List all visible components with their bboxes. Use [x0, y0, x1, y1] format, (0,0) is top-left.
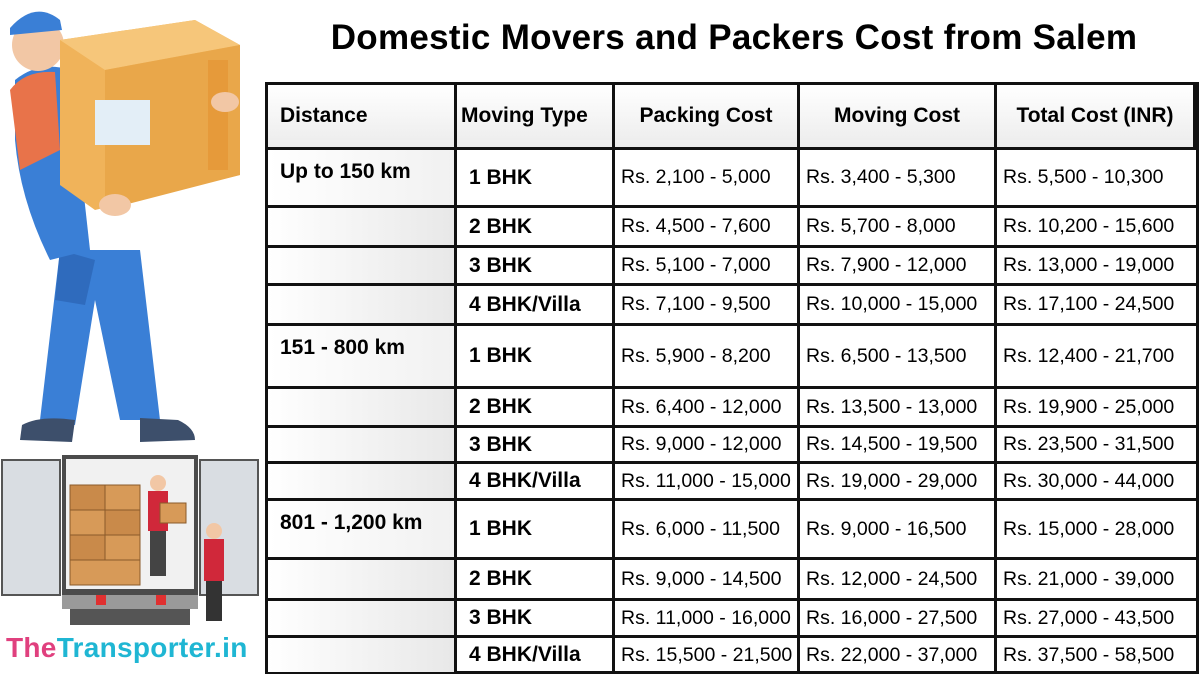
distance-cell [268, 428, 457, 464]
total-cost-cell: Rs. 17,100 - 24,500 [997, 286, 1196, 326]
moving-cost-cell: Rs. 16,000 - 27,500 [800, 601, 997, 638]
moving-cost-cell: Rs. 13,500 - 13,000 [800, 389, 997, 428]
cost-table [265, 82, 1199, 674]
distance-cell [268, 638, 457, 672]
moving-cost-cell: Rs. 12,000 - 24,500 [800, 560, 997, 601]
moving-cost-cell: Rs. 5,700 - 8,000 [800, 208, 997, 248]
packing-cost-cell: Rs. 6,400 - 12,000 [615, 389, 800, 428]
moving-cost-cell: Rs. 19,000 - 29,000 [800, 464, 997, 501]
moving-type-cell: 2 BHK [457, 389, 615, 428]
distance-cell [268, 286, 457, 326]
distance-cell [268, 601, 457, 638]
total-cost-cell: Rs. 27,000 - 43,500 [997, 601, 1196, 638]
moving-type-cell: 2 BHK [457, 560, 615, 601]
moving-cost-cell: Rs. 22,000 - 37,000 [800, 638, 997, 672]
total-cost-cell: Rs. 5,500 - 10,300 [997, 150, 1196, 208]
header-total-cost: Total Cost (INR) [997, 85, 1196, 150]
distance-cell: Up to 150 km [268, 150, 457, 208]
total-cost-cell: Rs. 10,200 - 15,600 [997, 208, 1196, 248]
header-moving-type: Moving Type [457, 85, 615, 150]
distance-cell [268, 389, 457, 428]
packing-cost-cell: Rs. 9,000 - 12,000 [615, 428, 800, 464]
distance-cell: 151 - 800 km [268, 326, 457, 389]
moving-type-cell: 4 BHK/Villa [457, 464, 615, 501]
packing-cost-cell: Rs. 15,500 - 21,500 [615, 638, 800, 672]
header-packing-cost: Packing Cost [615, 85, 800, 150]
packing-cost-cell: Rs. 5,100 - 7,000 [615, 248, 800, 286]
packing-cost-cell: Rs. 4,500 - 7,600 [615, 208, 800, 248]
moving-type-cell: 2 BHK [457, 208, 615, 248]
brand-part-1: The [6, 632, 57, 663]
moving-type-cell: 1 BHK [457, 150, 615, 208]
moving-type-cell: 4 BHK/Villa [457, 638, 615, 672]
brand-part-2: Transporter.in [56, 632, 248, 663]
distance-cell [268, 464, 457, 501]
total-cost-cell: Rs. 12,400 - 21,700 [997, 326, 1196, 389]
moving-cost-cell: Rs. 7,900 - 12,000 [800, 248, 997, 286]
total-cost-cell: Rs. 21,000 - 39,000 [997, 560, 1196, 601]
distance-cell [268, 248, 457, 286]
moving-type-cell: 3 BHK [457, 601, 615, 638]
packing-cost-cell: Rs. 6,000 - 11,500 [615, 501, 800, 560]
total-cost-cell: Rs. 13,000 - 19,000 [997, 248, 1196, 286]
moving-type-cell: 1 BHK [457, 501, 615, 560]
page-title: Domestic Movers and Packers Cost from Salem [330, 18, 1138, 57]
moving-cost-cell: Rs. 14,500 - 19,500 [800, 428, 997, 464]
packing-cost-cell: Rs. 7,100 - 9,500 [615, 286, 800, 326]
header-moving-cost: Moving Cost [800, 85, 997, 150]
moving-cost-cell: Rs. 10,000 - 15,000 [800, 286, 997, 326]
packing-cost-cell: Rs. 11,000 - 16,000 [615, 601, 800, 638]
moving-type-cell: 4 BHK/Villa [457, 286, 615, 326]
total-cost-cell: Rs. 19,900 - 25,000 [997, 389, 1196, 428]
distance-cell [268, 560, 457, 601]
distance-cell: 801 - 1,200 km [268, 501, 457, 560]
total-cost-cell: Rs. 15,000 - 28,000 [997, 501, 1196, 560]
loading-truck-illustration [0, 455, 262, 630]
moving-type-cell: 3 BHK [457, 248, 615, 286]
distance-cell [268, 208, 457, 248]
mover-carrying-box-illustration [0, 0, 260, 455]
moving-cost-cell: Rs. 9,000 - 16,500 [800, 501, 997, 560]
moving-type-cell: 1 BHK [457, 326, 615, 389]
moving-type-cell: 3 BHK [457, 428, 615, 464]
total-cost-cell: Rs. 23,500 - 31,500 [997, 428, 1196, 464]
moving-cost-cell: Rs. 6,500 - 13,500 [800, 326, 997, 389]
moving-cost-cell: Rs. 3,400 - 5,300 [800, 150, 997, 208]
packing-cost-cell: Rs. 9,000 - 14,500 [615, 560, 800, 601]
total-cost-cell: Rs. 37,500 - 58,500 [1003, 643, 1175, 666]
packing-cost-cell: Rs. 2,100 - 5,000 [615, 150, 800, 208]
brand-logo [6, 632, 248, 664]
packing-cost-cell: Rs. 5,900 - 8,200 [615, 326, 800, 389]
packing-cost-cell: Rs. 11,000 - 15,000 [615, 464, 800, 501]
header-distance: Distance [268, 85, 457, 150]
total-cost-cell: Rs. 30,000 - 44,000 [997, 464, 1196, 501]
